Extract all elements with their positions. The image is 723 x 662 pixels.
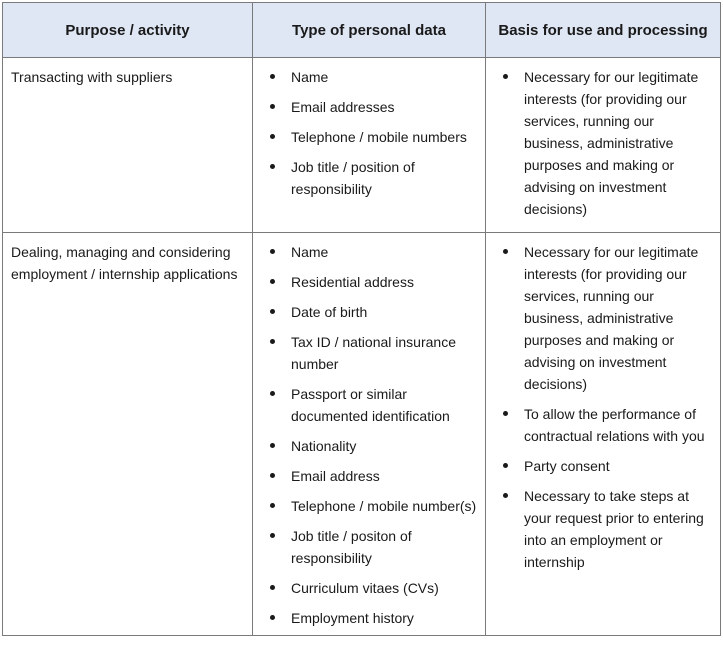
list-item [261,383,477,427]
purpose-text: Transacting with suppliers [11,69,173,85]
type-item-text: Email address [291,468,380,484]
purpose-cell [3,58,253,233]
bullet-icon [270,615,275,620]
bullet-icon [503,463,508,468]
bullet-icon [270,533,275,538]
bullet-icon [270,74,275,79]
type-item-text: Name [291,69,329,85]
list-item [494,66,712,220]
bullet-icon [270,134,275,139]
basis-cell [486,58,721,233]
bullet-icon [503,74,508,79]
purpose-cell [3,233,253,636]
list-item [494,403,712,447]
list-item [261,607,477,629]
bullet-icon [270,309,275,314]
bullet-icon [270,585,275,590]
bullet-icon [503,411,508,416]
bullet-icon [270,104,275,109]
bullet-icon [270,279,275,284]
table-row [3,233,721,636]
basis-item-text: Party consent [524,458,610,474]
type-item-text: Passport or similar documented identification [291,386,450,424]
type-item-text: Job title / positon of responsibility [291,528,412,566]
list-item [261,331,477,375]
type-item-text: Nationality [291,438,357,454]
list-item [261,241,477,263]
bullet-icon [270,503,275,508]
list-item [261,126,477,148]
header-row [3,3,721,58]
list-item [261,66,477,88]
header-purpose: Purpose / activity [3,3,253,58]
type-item-text: Tax ID / national insurance number [291,334,456,372]
list-item [261,96,477,118]
list-item [261,577,477,599]
type-item-text: Telephone / mobile numbers [291,129,467,145]
bullet-icon [270,391,275,396]
purpose-text: Dealing, managing and considering employment / internship applications [11,244,238,282]
type-item-text: Date of birth [291,304,368,320]
list-item [261,271,477,293]
basis-item-text: Necessary to take steps at your request prior to entering into an employment or internship [524,488,704,570]
basis-cell [486,233,721,636]
bullet-icon [270,339,275,344]
type-item-text: Job title / position of responsibility [291,159,415,197]
bullet-icon [503,249,508,254]
list-item [261,525,477,569]
header-type: Type of personal data [253,3,486,58]
type-list [261,66,477,200]
basis-item-text: To allow the performance of contractual relations with you [524,406,705,444]
list-item [261,435,477,457]
list-item [494,485,712,573]
type-item-text: Name [291,244,329,260]
type-item-text: Email addresses [291,99,395,115]
basis-item-text: Necessary for our legitimate interests (for providing our services, running our business, administrative purposes and making or advising on investment decisions) [524,69,699,217]
type-list [261,241,477,629]
bullet-icon [503,493,508,498]
type-cell [253,233,486,636]
personal-data-table [2,2,721,636]
bullet-icon [270,164,275,169]
basis-list [494,241,712,573]
basis-item-text: Necessary for our legitimate interests (for providing our services, running our business, administrative purposes and making or advising on investment decisions) [524,244,699,392]
list-item [494,455,712,477]
table-row [3,58,721,233]
list-item [261,156,477,200]
bullet-icon [270,249,275,254]
basis-list [494,66,712,220]
type-item-text: Residential address [291,274,414,290]
list-item [261,465,477,487]
type-item-text: Curriculum vitaes (CVs) [291,580,439,596]
type-item-text: Employment history [291,610,414,626]
type-cell [253,58,486,233]
type-item-text: Telephone / mobile number(s) [291,498,477,514]
header-basis: Basis for use and processing [486,3,721,58]
bullet-icon [270,443,275,448]
list-item [261,301,477,323]
list-item [261,495,477,517]
bullet-icon [270,473,275,478]
list-item [494,241,712,395]
